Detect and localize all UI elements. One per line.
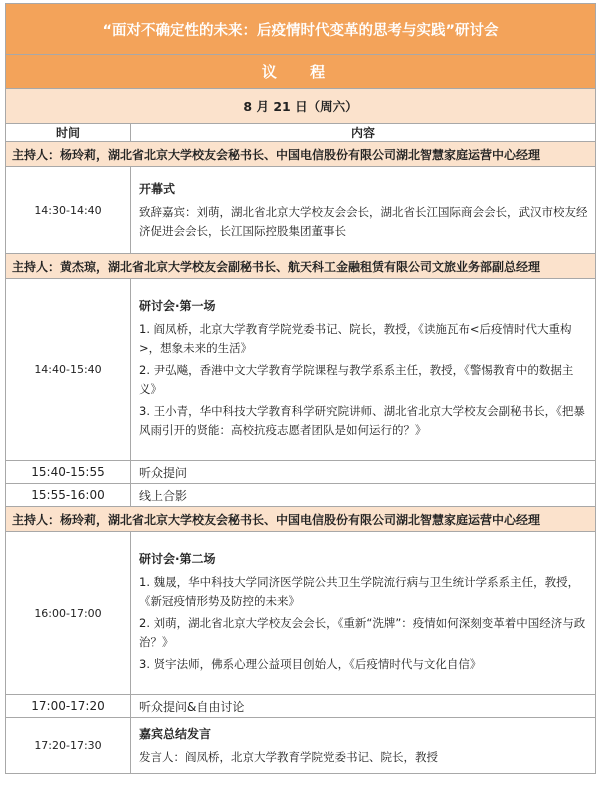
table-row [6,484,596,507]
session-time: 17:20-17:30 [6,718,131,774]
session-text: 听众提问&自由讨论 [131,695,596,718]
session-text: 发言人：阎凤桥，北京大学教育学院党委书记、院长，教授 [139,750,438,764]
agenda-sheet [5,3,595,774]
session-content [131,167,596,254]
subtitle-row [6,55,596,89]
session-time: 17:00-17:20 [6,695,131,718]
session-title: 嘉宾总结发言 [139,727,212,741]
session-content [131,718,596,774]
list-item: 3. 贤宇法师，佛系心理公益项目创始人，《后疫情时代与文化自信》 [139,657,482,671]
session-text: 致辞嘉宾：刘萌，湖北省北京大学校友会会长，湖北省长江国际商会会长，武汉市校友经济促进会会长，长江国际控股集团董事长 [139,205,588,238]
list-item: 2. 尹弘飚，香港中文大学教育学院课程与教学系系主任，教授，《警惕教育中的数据主义》 [139,363,574,396]
session-time: 14:30-14:40 [6,167,131,254]
agenda-date: 8 月 21 日（周六） [6,89,596,124]
table-row [6,279,596,461]
session-title: 开幕式 [139,182,176,196]
table-row [6,461,596,484]
list-item: 1. 阎凤桥，北京大学教育学院党委书记、院长，教授，《读施瓦布<后疫情时代大重构>，想象未来的生活》 [139,322,572,355]
column-header-content: 内容 [131,124,596,142]
session-title: 研讨会·第二场 [139,552,216,566]
date-row [6,89,596,124]
agenda-subtitle: 议 程 [6,55,596,89]
list-item: 2. 刘萌，湖北省北京大学校友会会长，《重新“洗牌”：疫情如何深刻变革着中国经济与政治？》 [139,616,586,649]
session-time: 16:00-17:00 [6,532,131,695]
session-content [131,279,596,461]
list-item: 1. 魏晟，华中科技大学同济医学院公共卫生学院流行病与卫生统计学系系主任，教授，《新冠疫情形势及防控的未来》 [139,575,580,608]
session-content [131,532,596,695]
title-row [6,4,596,55]
session-text: 听众提问 [131,461,596,484]
column-header-row [6,124,596,142]
agenda-title: “面对不确定性的未来：后疫情时代变革的思考与实践”研讨会 [6,4,596,55]
session-text: 线上合影 [131,484,596,507]
column-header-time: 时间 [6,124,131,142]
session-time: 15:40-15:55 [6,461,131,484]
table-row [6,718,596,774]
table-row [6,167,596,254]
host-3: 主持人：杨玲莉，湖北省北京大学校友会秘书长、中国电信股份有限公司湖北智慧家庭运营中心经理 [6,507,596,532]
session-title: 研讨会·第一场 [139,299,216,313]
table-row [6,532,596,695]
host-row [6,507,596,532]
host-row [6,254,596,279]
host-1: 主持人：杨玲莉，湖北省北京大学校友会秘书长、中国电信股份有限公司湖北智慧家庭运营中心经理 [6,142,596,167]
table-row [6,695,596,718]
host-2: 主持人：黄杰琼，湖北省北京大学校友会副秘书长、航天科工金融租赁有限公司文旅业务部副总经理 [6,254,596,279]
session-time: 15:55-16:00 [6,484,131,507]
host-row [6,142,596,167]
agenda-table [5,3,596,774]
session-time: 14:40-15:40 [6,279,131,461]
list-item: 3. 王小青，华中科技大学教育科学研究院讲师、湖北省北京大学校友会副秘书长，《把暴风雨引开的贤能：高校抗疫志愿者团队是如何运行的？》 [139,404,585,437]
